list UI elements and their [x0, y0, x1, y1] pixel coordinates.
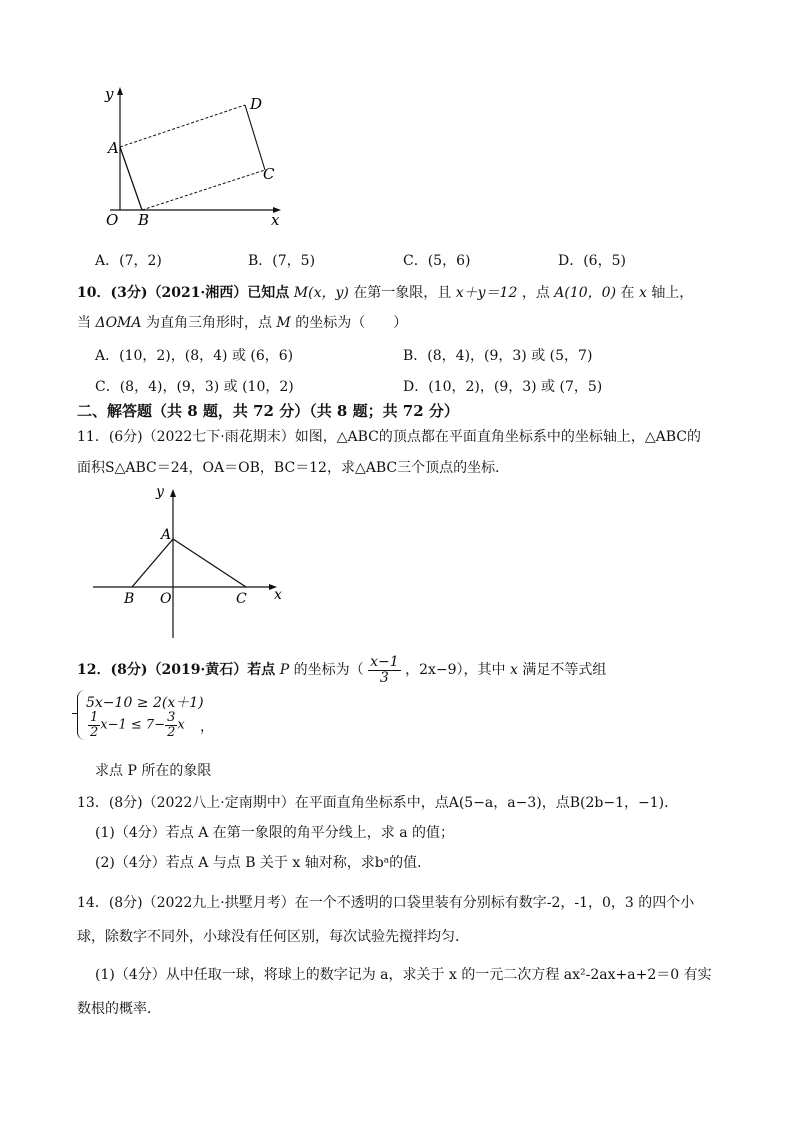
q10-option-d[interactable]: D．(10，2)，(9，3) 或 (7，5) [403, 379, 603, 395]
q10-triangle: ΔOMA [95, 315, 142, 331]
label-b: B [138, 211, 150, 229]
q12-ask: 求点 P 所在的象限 [95, 763, 212, 779]
q12-point-p: P [279, 662, 290, 678]
q11-line1: 11．(6分)（2022七下·雨花期末）如图，△ABC的顶点都在平面直角坐标系中的坐标轴上，△ABC的 [77, 429, 701, 445]
q13-part1: (1)（4分）若点 A 在第一象限的角平分线上，求 a 的值； [95, 825, 454, 841]
q9-option-a[interactable]: A．(7，2) [95, 253, 162, 269]
section-heading: 二、解答题（共 8 题，共 72 分）（共 8 题；共 72 分） [77, 402, 459, 420]
q10-option-a[interactable]: A．(10，2)，(8，4) 或 (6，6) [95, 348, 294, 364]
label-x: x [274, 587, 282, 603]
q12-ineq2-end: x [177, 717, 185, 733]
q12-inequality-1: 5x−10 ≥ 2(x＋1) [86, 695, 204, 711]
q9-option-d[interactable]: D．(6，5) [558, 253, 626, 269]
q12-frac-three-halves [165, 711, 177, 739]
q13-line1: 13．(8分)（2022八上·定南期中）在平面直角坐标系中，点A(5−a，a−3)，点B(2b−1，−1)． [77, 795, 679, 811]
q10-var-x: x [638, 285, 647, 301]
q10-option-b[interactable]: B．(8，4)，(9，3) 或 (5，7) [403, 348, 593, 364]
q12-frac-half-den: 2 [90, 724, 99, 740]
q9-option-b[interactable]: B．(7，5) [248, 253, 316, 269]
label-b: B [124, 591, 135, 607]
label-c: C [236, 591, 247, 607]
label-a: A [161, 527, 172, 543]
q12-text-2: ，2x−9），其中 [405, 662, 506, 678]
q10-point-a: A(10，0) [554, 285, 617, 301]
q10-point-m2: M [276, 315, 291, 331]
q10-point-m: M(x，y) [293, 285, 349, 301]
y-axis-arrow [170, 489, 176, 497]
q14-part1-line2: 数根的概率． [77, 1001, 161, 1017]
label-y: y [156, 484, 164, 500]
q12-var-x: x [510, 662, 518, 678]
segment-ab [132, 539, 173, 587]
q10-line2-c: 的坐标为（ ） [295, 315, 408, 331]
q12-denominator: 3 [379, 669, 389, 686]
label-o: O [106, 211, 119, 229]
q12-comma: ， [200, 719, 214, 735]
q12-text-1: 的坐标为（ [293, 662, 364, 678]
q10-text-2: ，点 [521, 285, 550, 301]
q10-line2-a: 当 [77, 315, 91, 331]
q12-brace [77, 690, 86, 740]
q12-frac-half [88, 711, 100, 739]
q14-part1-line1: (1)（4分）从中任取一球，将球上的数字记为 a，求关于 x 的一元二次方程 ax²-2ax+a+2＝0 有实 [95, 967, 712, 983]
q12-frac-3h-num: 3 [167, 710, 176, 725]
label-c: C [263, 165, 275, 183]
q12-ineq2-mid: x−1 ≤ 7− [100, 717, 166, 733]
q12-line1 [77, 652, 606, 688]
q10-line2 [77, 312, 407, 332]
q12-fraction [368, 655, 401, 685]
label-d: D [250, 95, 263, 113]
q10-equation: x＋y＝12 [455, 285, 518, 301]
q10-option-c[interactable]: C．(8，4)，(9，3) 或 (10，2) [95, 379, 294, 395]
q14-line2: 球，除数字不同外，小球没有任何区别，每次试验先搅拌均匀． [77, 929, 469, 945]
q12-text-3: 满足不等式组 [522, 662, 607, 678]
q12-inequality-2 [88, 711, 185, 739]
q9-option-c[interactable]: C．(5，6) [403, 253, 471, 269]
label-o: O [160, 591, 172, 607]
segment-ab [120, 147, 142, 210]
q14-line1: 14．(8分)（2022九上·拱墅月考）在一个不透明的口袋里装有分别标有数字-2，-1，0，3 的四个小 [77, 895, 695, 911]
q12-numerator: x−1 [370, 653, 399, 670]
q10-text-4: 轴上， [651, 285, 694, 301]
q11-line2: 面积S△ABC＝24，OA＝OB，BC＝12，求△ABC三个顶点的坐标． [77, 460, 510, 476]
q12-head: 12．(8分)（2019·黄石）若点 [77, 662, 276, 678]
label-a: A [108, 139, 119, 157]
segment-bc [142, 170, 265, 210]
q12-frac-half-num: 1 [90, 710, 99, 725]
segment-dc [245, 105, 265, 170]
figure-triangle-abc [90, 483, 290, 643]
q10-line2-b: 为直角三角形时，点 [145, 315, 272, 331]
q10-text-3: 在 [620, 285, 635, 301]
q13-part2: (2)（4分）若点 A 与点 B 关于 x 轴对称，求bᵃ的值． [95, 855, 432, 871]
segment-ac [173, 539, 246, 587]
y-axis-arrow [117, 87, 123, 95]
q10-line1 [77, 282, 693, 302]
q10-text-1: 在第一象限，且 [353, 285, 452, 301]
segment-ad [120, 105, 245, 147]
label-x: x [271, 211, 280, 229]
q10-head: 10．(3分)（2021·湘西）已知点 [77, 285, 290, 301]
q12-frac-3h-den: 2 [167, 724, 176, 740]
figure-rectangle-abcd [95, 85, 295, 235]
label-y: y [105, 85, 114, 103]
